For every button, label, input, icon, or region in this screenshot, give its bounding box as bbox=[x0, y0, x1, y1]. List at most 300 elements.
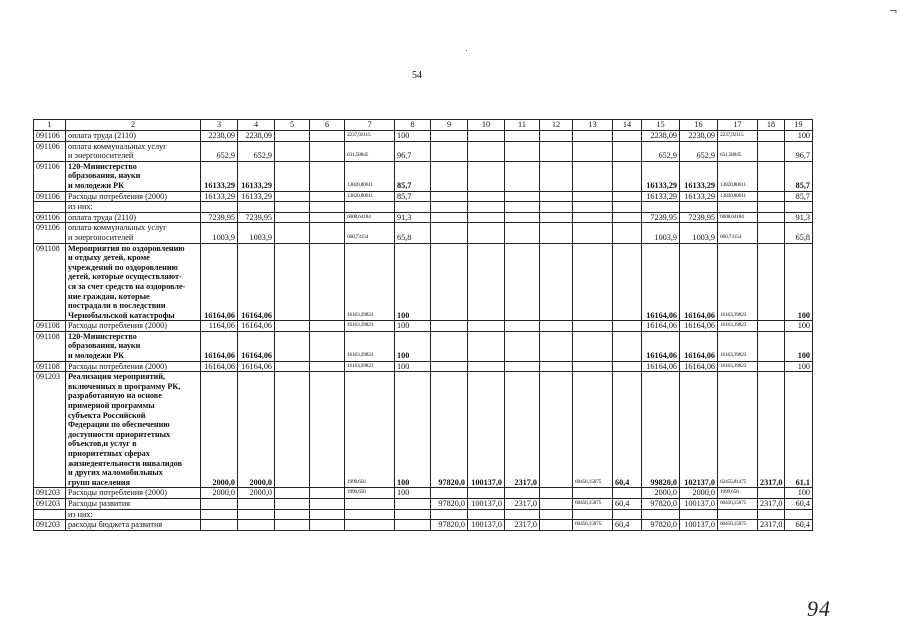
row-code bbox=[34, 202, 66, 213]
cell-col-11 bbox=[505, 141, 540, 161]
cell-col-15: 16164,06 bbox=[642, 321, 680, 332]
cell-col-5 bbox=[275, 520, 310, 531]
cell-col-8 bbox=[395, 498, 431, 509]
cell-col-4: 16164,06 bbox=[238, 321, 275, 332]
cell-col-19: 91,3 bbox=[785, 212, 813, 223]
cell-col-11: 2317,0 bbox=[505, 520, 540, 531]
cell-col-13 bbox=[573, 331, 613, 361]
column-header-9: 9 bbox=[431, 120, 468, 131]
cell-col-12 bbox=[540, 131, 573, 142]
cell-col-10 bbox=[468, 361, 505, 372]
cell-col-8: 65,8 bbox=[395, 223, 431, 243]
cell-col-15 bbox=[642, 509, 680, 520]
row-code: 091106 bbox=[34, 141, 66, 161]
cell-col-8: 100 bbox=[395, 361, 431, 372]
cell-col-7: 16163,39823 bbox=[345, 243, 395, 321]
cell-col-15: 1003,9 bbox=[642, 223, 680, 243]
cell-col-9 bbox=[431, 202, 468, 213]
table-row bbox=[34, 161, 813, 191]
table-row bbox=[34, 498, 813, 509]
cell-col-10 bbox=[468, 202, 505, 213]
cell-col-13 bbox=[573, 361, 613, 372]
cell-col-16: 100137,0 bbox=[680, 498, 718, 509]
cell-col-6 bbox=[310, 161, 345, 191]
cell-col-8: 100 bbox=[395, 331, 431, 361]
table-row bbox=[34, 488, 813, 499]
cell-col-9 bbox=[431, 161, 468, 191]
cell-col-16: 2238,09 bbox=[680, 131, 718, 142]
column-header-8: 8 bbox=[395, 120, 431, 131]
cell-col-13 bbox=[573, 161, 613, 191]
cell-col-5 bbox=[275, 331, 310, 361]
cell-col-7: 1999,656 bbox=[345, 372, 395, 488]
cell-col-18 bbox=[758, 509, 785, 520]
cell-col-18 bbox=[758, 131, 785, 142]
cell-col-14 bbox=[613, 141, 642, 161]
table-row bbox=[34, 243, 813, 321]
cell-col-3 bbox=[201, 498, 238, 509]
cell-col-3: 1164,06 bbox=[201, 321, 238, 332]
cell-col-6 bbox=[310, 509, 345, 520]
cell-col-16: 652,9 bbox=[680, 141, 718, 161]
cell-col-6 bbox=[310, 243, 345, 321]
cell-col-11 bbox=[505, 361, 540, 372]
cell-col-13 bbox=[573, 212, 613, 223]
cell-col-11: 2317,0 bbox=[505, 372, 540, 488]
cell-col-16 bbox=[680, 202, 718, 213]
cell-col-8: 100 bbox=[395, 488, 431, 499]
cell-col-7 bbox=[345, 202, 395, 213]
cell-col-13 bbox=[573, 191, 613, 202]
cell-col-8: 100 bbox=[395, 321, 431, 332]
cell-col-11 bbox=[505, 212, 540, 223]
cell-col-16: 100137,0 bbox=[680, 520, 718, 531]
cell-col-15: 2000,0 bbox=[642, 488, 680, 499]
cell-col-5 bbox=[275, 321, 310, 332]
cell-col-11 bbox=[505, 191, 540, 202]
header-row bbox=[34, 120, 813, 131]
cell-col-4 bbox=[238, 202, 275, 213]
cell-col-9 bbox=[431, 243, 468, 321]
cell-col-17: 13820,80611 bbox=[718, 191, 758, 202]
cell-col-14 bbox=[613, 243, 642, 321]
handwritten-page-number: 94 bbox=[807, 596, 831, 621]
row-name: 120-Министерство образования, науки и молодежи РК bbox=[66, 331, 201, 361]
cell-col-4: 16133,29 bbox=[238, 161, 275, 191]
cell-col-17: 660,73154 bbox=[718, 223, 758, 243]
cell-col-4: 2238,09 bbox=[238, 131, 275, 142]
cell-col-8: 100 bbox=[395, 243, 431, 321]
cell-col-18 bbox=[758, 361, 785, 372]
cell-col-14 bbox=[613, 331, 642, 361]
cell-col-14 bbox=[613, 191, 642, 202]
cell-col-17: 13820,80611 bbox=[718, 161, 758, 191]
column-header-17: 17 bbox=[718, 120, 758, 131]
cell-col-12 bbox=[540, 212, 573, 223]
table-row bbox=[34, 191, 813, 202]
cell-col-4: 2000,0 bbox=[238, 372, 275, 488]
row-code: 091203 bbox=[34, 372, 66, 488]
column-header-7: 7 bbox=[345, 120, 395, 131]
table-row bbox=[34, 321, 813, 332]
cell-col-10 bbox=[468, 243, 505, 321]
cell-col-17: 16163,39823 bbox=[718, 243, 758, 321]
cell-col-13: 60456,15875 bbox=[573, 372, 613, 488]
cell-col-5 bbox=[275, 131, 310, 142]
cell-col-10 bbox=[468, 141, 505, 161]
cell-col-10 bbox=[468, 321, 505, 332]
row-name: Расходы потребления (2000) bbox=[66, 488, 201, 499]
cell-col-11 bbox=[505, 509, 540, 520]
row-name: оплата труда (2110) bbox=[66, 212, 201, 223]
cell-col-13 bbox=[573, 223, 613, 243]
cell-col-6 bbox=[310, 191, 345, 202]
cell-col-6 bbox=[310, 520, 345, 531]
cell-col-8 bbox=[395, 509, 431, 520]
cell-col-16: 1003,9 bbox=[680, 223, 718, 243]
cell-col-16: 102137,0 bbox=[680, 372, 718, 488]
cell-col-19: 85,7 bbox=[785, 191, 813, 202]
cell-col-5 bbox=[275, 141, 310, 161]
column-header-18: 18 bbox=[758, 120, 785, 131]
cell-col-8: 91,3 bbox=[395, 212, 431, 223]
row-name: Мероприятия по оздоровлению и отдыху детей, кроме учреждений по оздоровлению детей, которые осуществляют- ся за счет средств на оздоровле- ние граждан, которые пострадали в последствии Чернобыльской катастрофы bbox=[66, 243, 201, 321]
column-header-12: 12 bbox=[540, 120, 573, 131]
cell-col-4: 16164,06 bbox=[238, 331, 275, 361]
column-header-15: 15 bbox=[642, 120, 680, 131]
cell-col-14 bbox=[613, 488, 642, 499]
cell-col-9 bbox=[431, 131, 468, 142]
table-row bbox=[34, 509, 813, 520]
cell-col-17: 16163,39823 bbox=[718, 361, 758, 372]
cell-col-3: 16164,06 bbox=[201, 361, 238, 372]
cell-col-10 bbox=[468, 223, 505, 243]
cell-col-18 bbox=[758, 191, 785, 202]
cell-col-15: 16164,06 bbox=[642, 361, 680, 372]
row-name: Расходы потребления (2000) bbox=[66, 361, 201, 372]
cell-col-13 bbox=[573, 202, 613, 213]
cell-col-17: 60456,15875 bbox=[718, 520, 758, 531]
cell-col-7 bbox=[345, 509, 395, 520]
cell-col-3: 16164,06 bbox=[201, 243, 238, 321]
cell-col-11 bbox=[505, 321, 540, 332]
cell-col-13 bbox=[573, 141, 613, 161]
row-code: 091203 bbox=[34, 488, 66, 499]
cell-col-7: 6608,64184 bbox=[345, 212, 395, 223]
cell-col-14 bbox=[613, 321, 642, 332]
cell-col-10: 100137,0 bbox=[468, 372, 505, 488]
cell-col-19: 100 bbox=[785, 321, 813, 332]
cell-col-7: 13820,80611 bbox=[345, 191, 395, 202]
scan-speck bbox=[466, 50, 467, 51]
cell-col-10 bbox=[468, 509, 505, 520]
column-header-16: 16 bbox=[680, 120, 718, 131]
cell-col-19: 100 bbox=[785, 131, 813, 142]
cell-col-17 bbox=[718, 202, 758, 213]
cell-col-7: 16163,39823 bbox=[345, 331, 395, 361]
cell-col-8: 85,7 bbox=[395, 191, 431, 202]
cell-col-10 bbox=[468, 212, 505, 223]
row-name: оплата труда (2110) bbox=[66, 131, 201, 142]
column-header-19: 19 bbox=[785, 120, 813, 131]
cell-col-6 bbox=[310, 488, 345, 499]
row-code: 091108 bbox=[34, 361, 66, 372]
cell-col-6 bbox=[310, 131, 345, 142]
cell-col-3 bbox=[201, 509, 238, 520]
cell-col-6 bbox=[310, 498, 345, 509]
row-code: 091203 bbox=[34, 498, 66, 509]
cell-col-19: 100 bbox=[785, 361, 813, 372]
row-name: Расходы потребления (2000) bbox=[66, 321, 201, 332]
cell-col-3 bbox=[201, 520, 238, 531]
cell-col-15: 7239,95 bbox=[642, 212, 680, 223]
cell-col-11 bbox=[505, 488, 540, 499]
cell-col-18: 2317,0 bbox=[758, 520, 785, 531]
table-body bbox=[34, 131, 813, 531]
cell-col-5 bbox=[275, 372, 310, 488]
cell-col-9 bbox=[431, 141, 468, 161]
cell-col-12 bbox=[540, 498, 573, 509]
cell-col-16: 16164,06 bbox=[680, 361, 718, 372]
row-name: из них: bbox=[66, 202, 201, 213]
cell-col-5 bbox=[275, 191, 310, 202]
row-name: оплата коммунальных услуг и энергоносителей bbox=[66, 223, 201, 243]
row-code: 091106 bbox=[34, 212, 66, 223]
row-code: 091108 bbox=[34, 331, 66, 361]
cell-col-12 bbox=[540, 520, 573, 531]
cell-col-5 bbox=[275, 361, 310, 372]
cell-col-4: 652,9 bbox=[238, 141, 275, 161]
cell-col-16: 7239,95 bbox=[680, 212, 718, 223]
cell-col-7: 631,58845 bbox=[345, 141, 395, 161]
cell-col-8 bbox=[395, 520, 431, 531]
cell-col-18 bbox=[758, 488, 785, 499]
cell-col-17: 60456,15875 bbox=[718, 498, 758, 509]
table-row bbox=[34, 141, 813, 161]
cell-col-18: 2317,0 bbox=[758, 372, 785, 488]
cell-col-17: 16163,39823 bbox=[718, 331, 758, 361]
cell-col-5 bbox=[275, 212, 310, 223]
cell-col-6 bbox=[310, 202, 345, 213]
cell-col-8 bbox=[395, 202, 431, 213]
cell-col-15 bbox=[642, 202, 680, 213]
row-name: 120-Министерство образования, науки и молодежи РК bbox=[66, 161, 201, 191]
row-code: 091106 bbox=[34, 131, 66, 142]
table-row bbox=[34, 223, 813, 243]
cell-col-4 bbox=[238, 520, 275, 531]
cell-col-14 bbox=[613, 131, 642, 142]
table-row bbox=[34, 331, 813, 361]
cell-col-18 bbox=[758, 202, 785, 213]
cell-col-8: 96,7 bbox=[395, 141, 431, 161]
cell-col-14 bbox=[613, 509, 642, 520]
cell-col-5 bbox=[275, 223, 310, 243]
cell-col-6 bbox=[310, 223, 345, 243]
cell-col-6 bbox=[310, 331, 345, 361]
cell-col-9 bbox=[431, 361, 468, 372]
cell-col-4: 2000,0 bbox=[238, 488, 275, 499]
cell-col-19 bbox=[785, 509, 813, 520]
cell-col-8: 100 bbox=[395, 131, 431, 142]
cell-col-10 bbox=[468, 191, 505, 202]
row-code bbox=[34, 509, 66, 520]
cell-col-3: 652,9 bbox=[201, 141, 238, 161]
cell-col-9: 97820,0 bbox=[431, 520, 468, 531]
cell-col-15: 652,9 bbox=[642, 141, 680, 161]
table-row bbox=[34, 131, 813, 142]
cell-col-9 bbox=[431, 223, 468, 243]
cell-col-16: 2000,0 bbox=[680, 488, 718, 499]
cell-col-14: 60,4 bbox=[613, 520, 642, 531]
page-number: 54 bbox=[412, 70, 422, 81]
cell-col-17: 1999,656 bbox=[718, 488, 758, 499]
column-header-2: 2 bbox=[66, 120, 201, 131]
cell-col-9 bbox=[431, 212, 468, 223]
cell-col-18: 2317,0 bbox=[758, 498, 785, 509]
cell-col-19: 61,1 bbox=[785, 372, 813, 488]
table-row bbox=[34, 202, 813, 213]
cell-col-19: 100 bbox=[785, 243, 813, 321]
cell-col-9 bbox=[431, 191, 468, 202]
cell-col-7: 660,73154 bbox=[345, 223, 395, 243]
cell-col-5 bbox=[275, 202, 310, 213]
row-code: 091106 bbox=[34, 223, 66, 243]
cell-col-13: 60456,15875 bbox=[573, 520, 613, 531]
cell-col-11 bbox=[505, 243, 540, 321]
cell-col-3: 7239,95 bbox=[201, 212, 238, 223]
column-header-13: 13 bbox=[573, 120, 613, 131]
cell-col-4: 16164,06 bbox=[238, 361, 275, 372]
row-code: 091108 bbox=[34, 243, 66, 321]
cell-col-15: 16133,29 bbox=[642, 191, 680, 202]
cell-col-14: 60,4 bbox=[613, 498, 642, 509]
cell-col-6 bbox=[310, 321, 345, 332]
cell-col-11: 2317,0 bbox=[505, 498, 540, 509]
cell-col-12 bbox=[540, 509, 573, 520]
cell-col-10: 100137,0 bbox=[468, 498, 505, 509]
cell-col-18 bbox=[758, 212, 785, 223]
row-code: 091203 bbox=[34, 520, 66, 531]
row-name: оплата коммунальных услуг и энергоносителей bbox=[66, 141, 201, 161]
cell-col-12 bbox=[540, 202, 573, 213]
cell-col-5 bbox=[275, 509, 310, 520]
cell-col-13: 60456,15875 bbox=[573, 498, 613, 509]
cell-col-12 bbox=[540, 141, 573, 161]
row-name: расходы бюджета развития bbox=[66, 520, 201, 531]
cell-col-7 bbox=[345, 520, 395, 531]
cell-col-14 bbox=[613, 361, 642, 372]
cell-col-15: 16164,06 bbox=[642, 243, 680, 321]
row-code: 091106 bbox=[34, 161, 66, 191]
cell-col-7: 2237,92115 bbox=[345, 131, 395, 142]
cell-col-16: 16133,29 bbox=[680, 191, 718, 202]
budget-table bbox=[33, 119, 813, 531]
cell-col-18 bbox=[758, 243, 785, 321]
cell-col-19: 60,4 bbox=[785, 498, 813, 509]
cell-col-12 bbox=[540, 331, 573, 361]
cell-col-12 bbox=[540, 223, 573, 243]
cell-col-19 bbox=[785, 202, 813, 213]
cell-col-10 bbox=[468, 161, 505, 191]
cell-col-7: 16163,39823 bbox=[345, 361, 395, 372]
cell-col-18 bbox=[758, 223, 785, 243]
cell-col-14 bbox=[613, 212, 642, 223]
cell-col-14 bbox=[613, 161, 642, 191]
cell-col-5 bbox=[275, 161, 310, 191]
cell-col-5 bbox=[275, 498, 310, 509]
cell-col-9 bbox=[431, 488, 468, 499]
column-header-6: 6 bbox=[310, 120, 345, 131]
cell-col-9 bbox=[431, 509, 468, 520]
cell-col-3: 2000,0 bbox=[201, 488, 238, 499]
column-header-3: 3 bbox=[201, 120, 238, 131]
cell-col-17: 2237,92115 bbox=[718, 131, 758, 142]
cell-col-7: 1999,656 bbox=[345, 488, 395, 499]
cell-col-12 bbox=[540, 372, 573, 488]
cell-col-11 bbox=[505, 202, 540, 213]
cell-col-9: 97820,0 bbox=[431, 498, 468, 509]
cell-col-3: 2000,0 bbox=[201, 372, 238, 488]
cell-col-16: 16133,29 bbox=[680, 161, 718, 191]
cell-col-19: 100 bbox=[785, 488, 813, 499]
cell-col-7: 16163,39823 bbox=[345, 321, 395, 332]
cell-col-6 bbox=[310, 372, 345, 488]
cell-col-7: 13820,80611 bbox=[345, 161, 395, 191]
cell-col-9 bbox=[431, 321, 468, 332]
cell-col-14 bbox=[613, 202, 642, 213]
cell-col-17 bbox=[718, 509, 758, 520]
cell-col-18 bbox=[758, 331, 785, 361]
cell-col-18 bbox=[758, 321, 785, 332]
cell-col-12 bbox=[540, 488, 573, 499]
table-row bbox=[34, 520, 813, 531]
cell-col-4: 7239,95 bbox=[238, 212, 275, 223]
cell-col-11 bbox=[505, 131, 540, 142]
table-row bbox=[34, 372, 813, 488]
cell-col-9 bbox=[431, 331, 468, 361]
cell-col-3: 16133,29 bbox=[201, 161, 238, 191]
cell-col-12 bbox=[540, 361, 573, 372]
cell-col-4 bbox=[238, 498, 275, 509]
row-code: 091108 bbox=[34, 321, 66, 332]
cell-col-15: 16164,06 bbox=[642, 331, 680, 361]
cell-col-5 bbox=[275, 243, 310, 321]
cell-col-15: 99820,0 bbox=[642, 372, 680, 488]
cell-col-8: 100 bbox=[395, 372, 431, 488]
cell-col-13 bbox=[573, 131, 613, 142]
column-header-10: 10 bbox=[468, 120, 505, 131]
cell-col-6 bbox=[310, 141, 345, 161]
cell-col-18 bbox=[758, 161, 785, 191]
cell-col-3: 1003,9 bbox=[201, 223, 238, 243]
cell-col-9: 97820,0 bbox=[431, 372, 468, 488]
cell-col-15: 97820,0 bbox=[642, 520, 680, 531]
row-name: Реализация мероприятий, включенных в программу РК, разработанную на основе примерной программы субъекта Российской Федерации по обеспечению доступности приоритетных объектов,и услуг в приоритетных сферах жизнедеятельности инвалидов и других маломобильных групп населения bbox=[66, 372, 201, 488]
cell-col-15: 97820,0 bbox=[642, 498, 680, 509]
cell-col-6 bbox=[310, 361, 345, 372]
corner-mark: ¬ bbox=[889, 4, 897, 19]
cell-col-19: 85,7 bbox=[785, 161, 813, 191]
cell-col-11 bbox=[505, 331, 540, 361]
cell-col-6 bbox=[310, 212, 345, 223]
cell-col-14 bbox=[613, 223, 642, 243]
cell-col-18 bbox=[758, 141, 785, 161]
cell-col-16: 16164,06 bbox=[680, 331, 718, 361]
cell-col-10 bbox=[468, 488, 505, 499]
cell-col-16: 16164,06 bbox=[680, 243, 718, 321]
cell-col-11 bbox=[505, 161, 540, 191]
row-code: 091106 bbox=[34, 191, 66, 202]
